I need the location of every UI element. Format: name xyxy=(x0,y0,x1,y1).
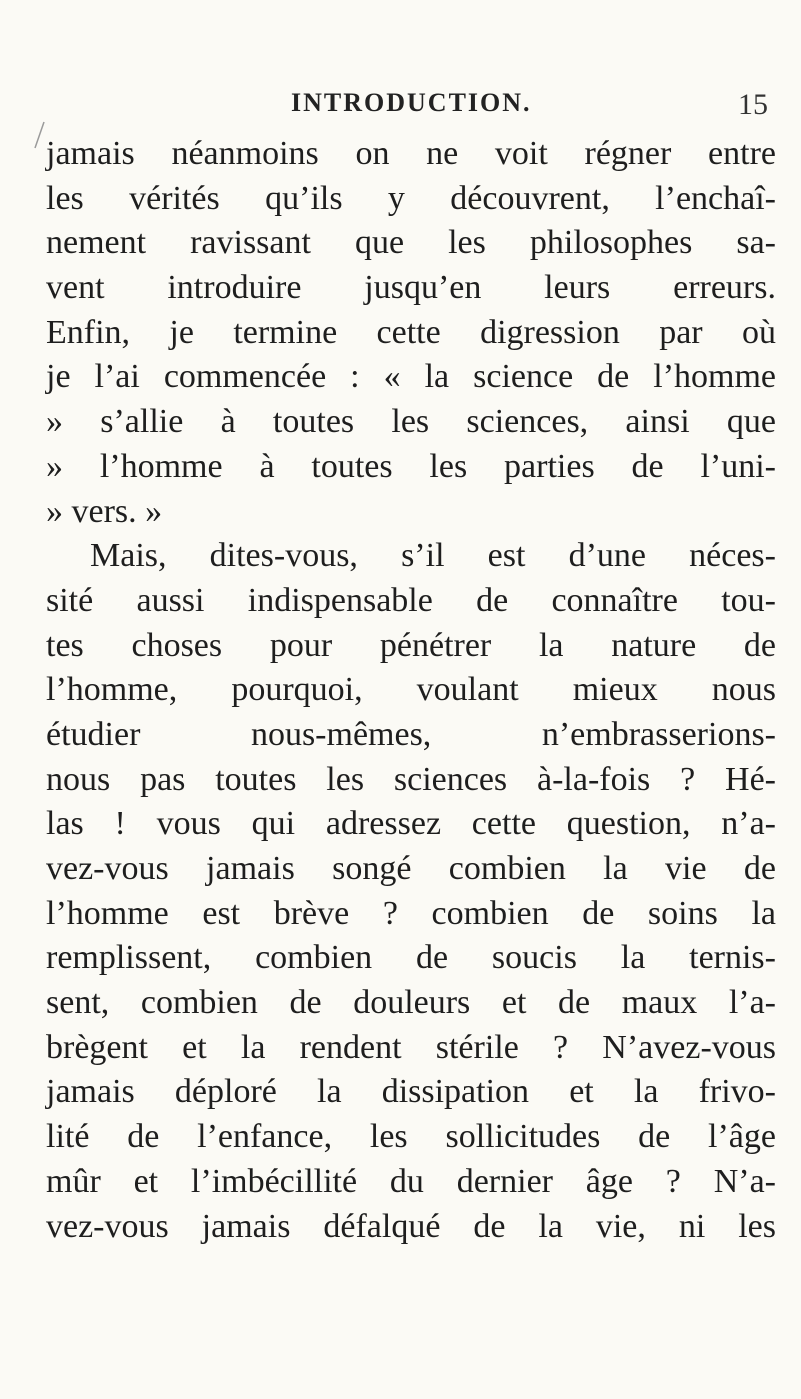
text-line: las ! vous qui adressez cette question, n’a- xyxy=(46,805,776,843)
text-line: jamais néanmoins on ne voit régner entre xyxy=(46,135,776,172)
body-text xyxy=(46,132,776,1249)
text-line: vent introduire jusqu’en leurs erreurs. xyxy=(46,269,776,307)
text-line: vez-vous jamais défalqué de la vie, ni les xyxy=(46,1207,776,1245)
text-line: » vers. » xyxy=(46,492,163,530)
text-line: l’homme, pourquoi, voulant mieux nous xyxy=(46,671,776,709)
text-line: remplissent, combien de soucis la ternis- xyxy=(46,939,776,977)
text-line: brègent et la rendent stérile ? N’avez-vous xyxy=(46,1028,776,1066)
text-line: lité de l’enfance, les sollicitudes de l’âge xyxy=(46,1118,776,1156)
text-line: » s’allie à toutes les sciences, ainsi que xyxy=(46,403,776,441)
text-line: sité aussi indispensable de connaître tou- xyxy=(46,581,776,619)
text-line: sent, combien de douleurs et de maux l’a- xyxy=(46,984,776,1022)
text-line: je l’ai commencée : « la science de l’homme xyxy=(46,358,776,396)
text-line: tes choses pour pénétrer la nature de xyxy=(46,626,776,664)
text-line: Enfin, je termine cette digression par où xyxy=(46,313,776,351)
text-line: l’homme est brève ? combien de soins la xyxy=(46,894,776,932)
text-line: jamais déploré la dissipation et la frivo- xyxy=(46,1073,776,1111)
running-head: INTRODUCTION. xyxy=(291,88,532,117)
text-line: les vérités qu’ils y découvrent, l’enchaî- xyxy=(46,179,776,217)
text-line: » l’homme à toutes les parties de l’uni- xyxy=(46,447,776,485)
page-number: 15 xyxy=(738,88,768,121)
text-line: nement ravissant que les philosophes sa- xyxy=(46,224,776,262)
text-line: mûr et l’imbécillité du dernier âge ? N’a- xyxy=(46,1162,776,1200)
text-line: Mais, dites-vous, s’il est d’une néces- xyxy=(90,537,776,575)
margin-pencil-mark xyxy=(32,120,46,150)
text-line: nous pas toutes les sciences à-la-fois ? Hé- xyxy=(46,760,776,798)
text-line: vez-vous jamais songé combien la vie de xyxy=(46,850,776,887)
page-header xyxy=(0,88,801,128)
text-line: étudier nous-mêmes, n’embrasserions- xyxy=(46,715,776,753)
